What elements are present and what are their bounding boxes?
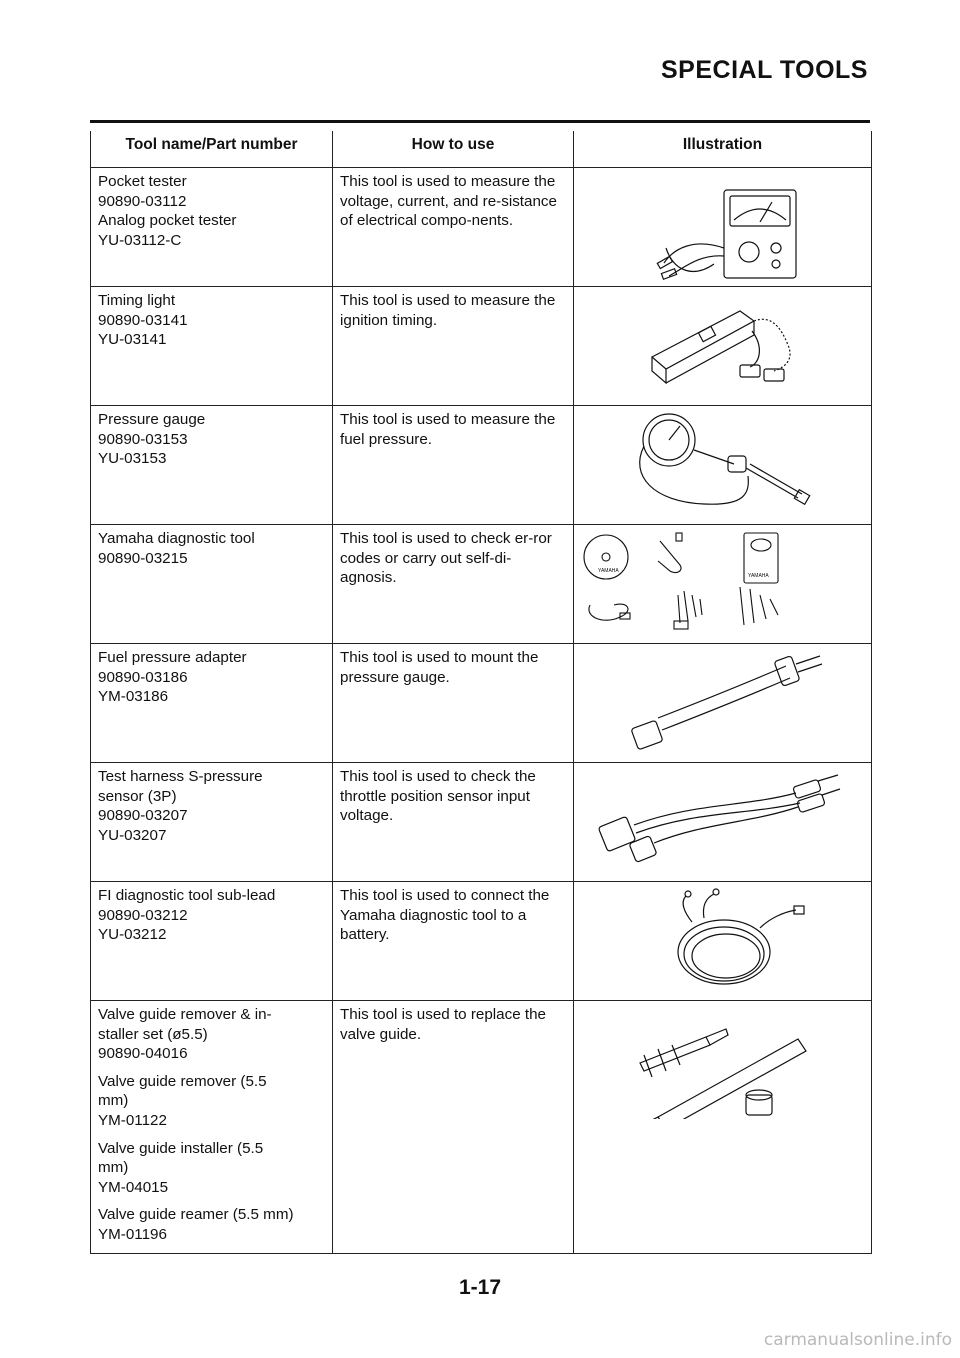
special-tools-table — [90, 131, 872, 1254]
name-group — [98, 1205, 326, 1244]
usage-cell: This tool is used to measure the ignition timing. — [333, 287, 574, 406]
cd-label: YAMAHA — [598, 568, 619, 574]
tool-name: Pressure gauge — [98, 411, 206, 428]
part-number: 90890-03215 — [98, 549, 188, 567]
illustration-cell — [574, 882, 872, 1001]
tool-name-cell — [91, 525, 333, 644]
tool-name-alt: Analog pocket tester — [98, 212, 237, 230]
usage-cell: This tool is used to check the throttle position sensor input voltage. — [333, 763, 574, 882]
pressure-gauge-icon — [574, 406, 872, 524]
part-number-us: YM-01122 — [98, 1111, 167, 1129]
tool-name: Valve guide remover (5.5 — [98, 1072, 267, 1090]
part-number: 90890-03186 — [98, 668, 188, 686]
tool-name-cont: sensor (3P) — [98, 787, 177, 805]
analog-multimeter-icon — [574, 168, 872, 286]
illustration-cell — [574, 525, 872, 644]
tool-name-cell — [91, 287, 333, 406]
timing-light-icon — [574, 287, 872, 405]
usage-cell: This tool is used to measure the fuel pressure. — [333, 406, 574, 525]
illustration-cell — [574, 1001, 872, 1254]
part-number-us: YU-03212 — [98, 926, 167, 944]
part-number-us: YM-03186 — [98, 688, 169, 706]
name-group — [98, 1072, 326, 1131]
tool-name: Test harness S-pressure — [98, 768, 263, 785]
illustration-cell — [574, 406, 872, 525]
usage-cell: This tool is used to check er-ror codes or carry out self-di-agnosis. — [333, 525, 574, 644]
tool-name-cont: staller set (ø5.5) — [98, 1025, 208, 1043]
tool-name-cell — [91, 763, 333, 882]
illustration-cell — [574, 168, 872, 287]
name-group — [98, 1139, 326, 1198]
part-number: 90890-03153 — [98, 430, 188, 448]
part-number: 90890-04016 — [98, 1045, 188, 1063]
tool-name-cell — [91, 644, 333, 763]
fuel-pressure-adapter-icon — [574, 644, 872, 762]
table-row — [91, 1001, 872, 1254]
part-number: 90890-03207 — [98, 807, 188, 825]
part-number-us: YU-03141 — [98, 331, 167, 349]
tool-name-cell — [91, 1001, 333, 1254]
usage-cell: This tool is used to connect the Yamaha diagnostic tool to a battery. — [333, 882, 574, 1001]
tool-name: Valve guide remover & in- — [98, 1006, 272, 1023]
tool-name: Fuel pressure adapter — [98, 649, 247, 666]
table-row — [91, 406, 872, 525]
usage-cell: This tool is used to measure the voltage, current, and re-sistance of electrical compo-nents. — [333, 168, 574, 287]
page-title: SPECIAL TOOLS — [660, 56, 868, 84]
title-rule — [90, 120, 870, 123]
usage-cell: This tool is used to replace the valve guide. — [333, 1001, 574, 1254]
tool-name-cont: mm) — [98, 1092, 129, 1110]
tool-name: Valve guide reamer (5.5 mm) — [98, 1206, 294, 1224]
diagnostic-tool-kit-icon — [574, 525, 872, 643]
part-number-us: YU-03112-C — [98, 231, 182, 249]
tool-name: Timing light — [98, 292, 176, 309]
illustration-cell — [574, 287, 872, 406]
part-number: 90890-03112 — [98, 192, 187, 210]
valve-guide-set-icon — [574, 1001, 872, 1119]
illustration-cell — [574, 763, 872, 882]
tool-name: Pocket tester — [98, 173, 187, 190]
part-number: 90890-03212 — [98, 906, 188, 924]
column-header-illustration: Illustration — [574, 131, 872, 168]
tool-name-cont: mm) — [98, 1159, 129, 1177]
part-number-us: YU-03153 — [98, 450, 167, 468]
table-row — [91, 763, 872, 882]
part-number-us: YU-03207 — [98, 826, 167, 844]
manual-label: YAMAHA — [748, 573, 769, 579]
tool-name-cell — [91, 406, 333, 525]
tool-name-cell — [91, 168, 333, 287]
tool-name: Valve guide installer (5.5 — [98, 1139, 264, 1157]
table-row — [91, 168, 872, 287]
illustration-cell — [574, 644, 872, 763]
tool-name: Yamaha diagnostic tool — [98, 530, 255, 547]
page-number: 1-17 — [458, 1276, 502, 1299]
table-header-row — [91, 131, 872, 168]
watermark: carmanualsonline.info — [763, 1330, 952, 1350]
part-number-us: YM-01196 — [98, 1225, 167, 1243]
sub-lead-cable-icon — [574, 882, 872, 1000]
column-header-tool-name: Tool name/Part number — [91, 131, 333, 168]
name-group — [98, 1005, 326, 1064]
table-row — [91, 644, 872, 763]
test-harness-icon — [574, 763, 872, 881]
table-row — [91, 882, 872, 1001]
table-row — [91, 287, 872, 406]
table-row — [91, 525, 872, 644]
part-number: 90890-03141 — [98, 311, 188, 329]
column-header-how-to-use: How to use — [333, 131, 574, 168]
part-number-us: YM-04015 — [98, 1178, 169, 1196]
tool-name-cell — [91, 882, 333, 1001]
usage-cell: This tool is used to mount the pressure gauge. — [333, 644, 574, 763]
tool-name: FI diagnostic tool sub-lead — [98, 887, 276, 904]
